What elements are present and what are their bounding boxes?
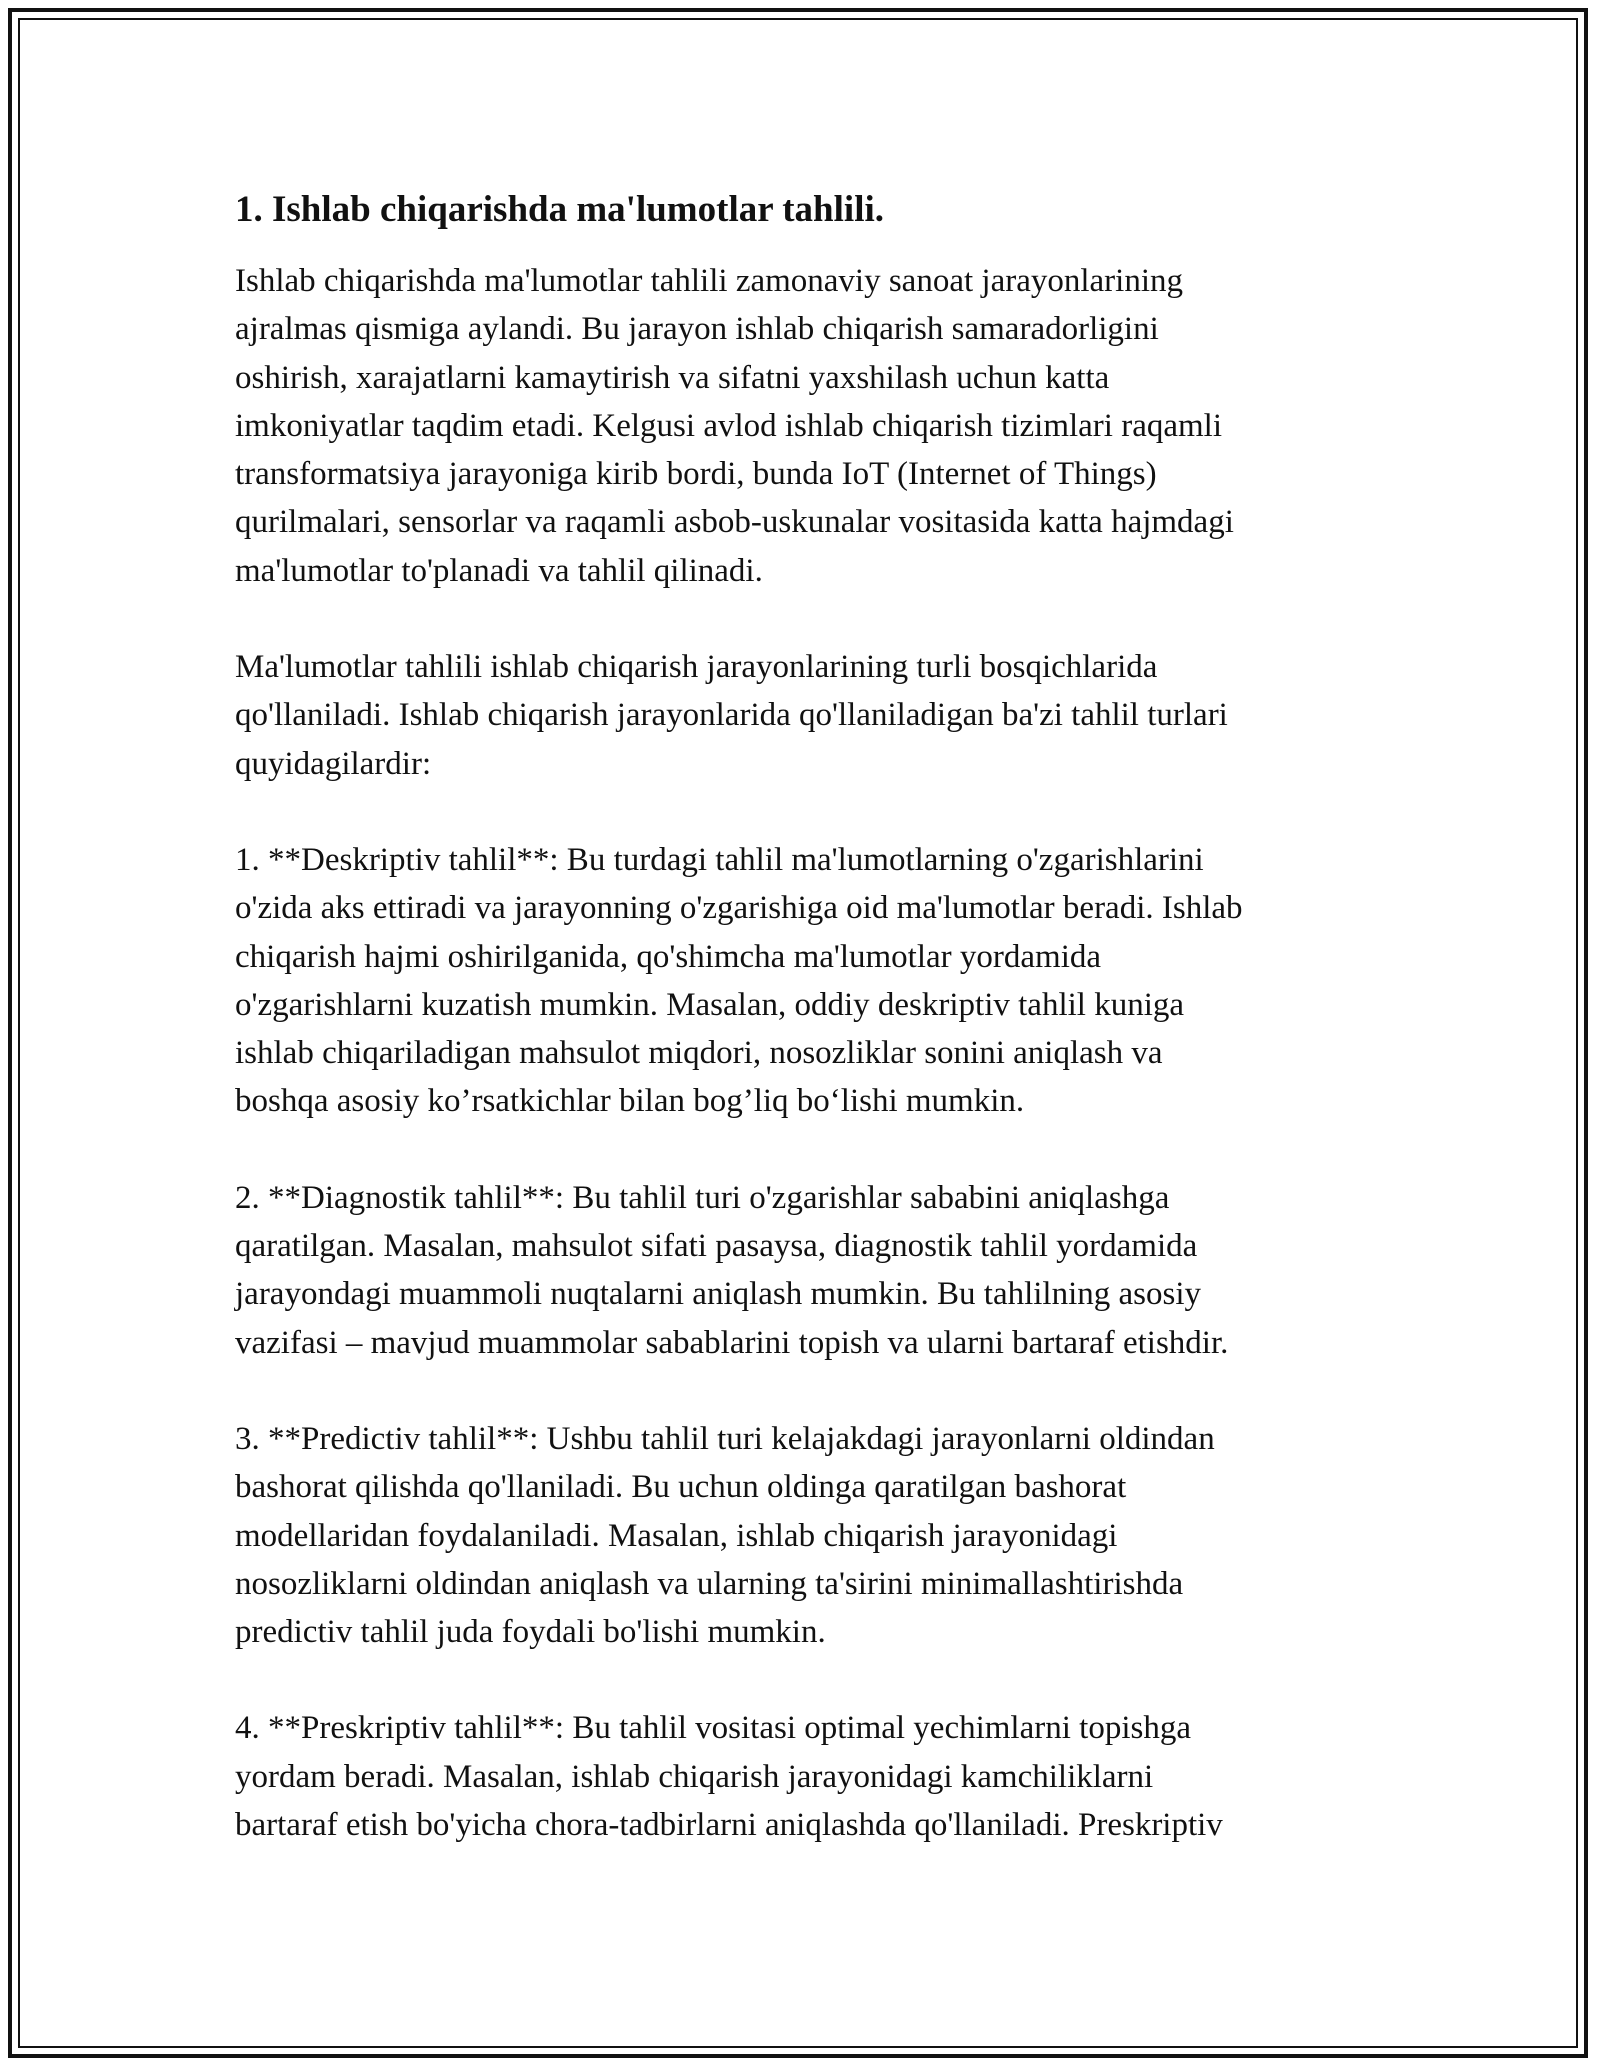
intro-paragraph: Ishlab chiqarishda ma'lumotlar tahlili zamonaviy sanoat jarayonlarining ajralmas qismiga aylandi. Bu jarayon ishlab chiqarish samaradorligini oshirish, xarajatlarni kamaytirish va sifatni yaxshilash uchun katta imkoniyatlar taqdim etadi. Kelgusi avlod ishlab chiqarish tizimlari raqamli transformatsiya jarayoniga kirib bordi, bunda IoT (Internet of Things) qurilmalari, sensorlar va raqamli asbob-uskunalar vositasida katta hajmdagi ma'lumotlar to'planadi va tahlil qilinadi. <box>235 263 1234 589</box>
section-heading: 1. Ishlab chiqarishda ma'lumotlar tahlili. <box>235 189 884 230</box>
predictive-analysis-paragraph: 3. **Predictiv tahlil**: Ushbu tahlil turi kelajakdagi jarayonlarni oldindan bashorat qilishda qo'llaniladi. Bu uchun oldinga qaratilgan bashorat modellaridan foydalaniladi. Masalan, ishlab chiqarish jarayonidagi nosozliklarni oldindan aniqlash va ularning ta'sirini minimallashtirishda predictiv tahlil juda foydali bo'lishi mumkin. <box>235 1420 1215 1651</box>
document-body <box>235 187 1365 1897</box>
prescriptive-analysis-paragraph: 4. **Preskriptiv tahlil**: Bu tahlil vositasi optimal yechimlarni topishga yordam beradi. Masalan, ishlab chiqarish jarayonidagi kamchiliklarni bartaraf etish bo'yicha chora-tadbirlarni aniqlashda qo'llaniladi. Preskriptiv <box>235 1710 1223 1844</box>
analysis-types-intro-paragraph: Ma'lumotlar tahlili ishlab chiqarish jarayonlarining turli bosqichlarida qo'llaniladi. Ishlab chiqarish jarayonlarida qo'llaniladigan ba'zi tahlil turlari quyidagilardir: <box>235 649 1228 782</box>
descriptive-analysis-paragraph: 1. **Deskriptiv tahlil**: Bu turdagi tahlil ma'lumotlarning o'zgarishlarini o'zida aks ettiradi va jarayonning o'zgarishiga oid ma'lumotlar beradi. Ishlab chiqarish hajmi oshirilganida, qo'shimcha ma'lumotlar yordamida o'zgarishlarni kuzatish mumkin. Masalan, oddiy deskriptiv tahlil kuniga ishlab chiqariladigan mahsulot miqdori, nosozliklar sonini aniqlash va boshqa asosiy ko’rsatkichlar bilan bog’liq bo‘lishi mumkin. <box>235 841 1243 1120</box>
diagnostic-analysis-paragraph: 2. **Diagnostik tahlil**: Bu tahlil turi o'zgarishlar sababini aniqlashga qaratilgan. Masalan, mahsulot sifati pasaysa, diagnostik tahlil yordamida jarayondagi muammoli nuqtalarni aniqlash mumkin. Bu tahlilning asosiy vazifasi – mavjud muammolar sabablarini topish va ularni bartaraf etishdir. <box>235 1179 1229 1361</box>
